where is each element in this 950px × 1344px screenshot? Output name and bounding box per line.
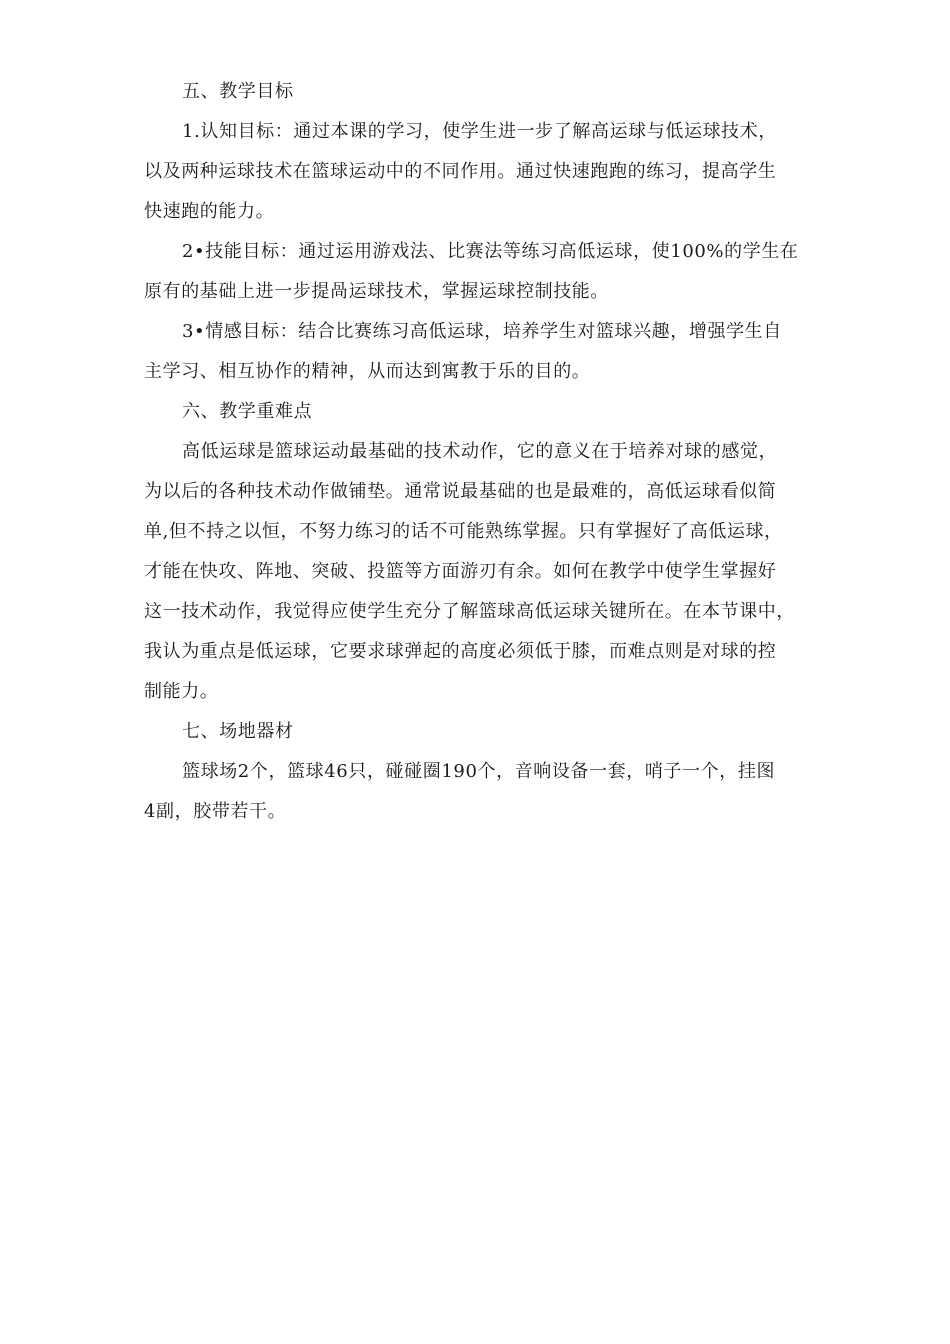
text-line: 高低运球是篮球运动最基础的技术动作，它的意义在于培养对球的感觉， bbox=[182, 441, 778, 462]
text-line: 制能力。 bbox=[144, 681, 219, 702]
text-line: 4副，胶带若干。 bbox=[144, 801, 287, 822]
text-line: 这一技术动作，我觉得应使学生充分了解篮球高低运球关键所在。在本节课中， bbox=[144, 601, 795, 622]
paragraph-key-points bbox=[144, 432, 824, 712]
section-heading-objectives: 五、教学目标 bbox=[182, 81, 294, 102]
text-line: 为以后的各种技术动作做铺垫。通常说最基础的也是最难的，高低运球看似简 bbox=[144, 481, 777, 502]
text-line: 才能在快攻、阵地、突破、投篮等方面游刃有余。如何在教学中使学生掌握好 bbox=[144, 561, 777, 582]
paragraph-emotional-goal bbox=[144, 312, 824, 392]
paragraph-cognitive-goal bbox=[144, 112, 824, 232]
section-heading-equipment: 七、场地器材 bbox=[182, 721, 294, 742]
text-line: 我认为重点是低运球，它要求球弹起的高度必须低于膝，而难点则是对球的控 bbox=[144, 641, 777, 662]
text-line: 2•技能目标：通过运用游戏法、比赛法等练习高低运球，使100%的学生在 bbox=[182, 241, 799, 262]
text-line: 篮球场2个，篮球46只，碰碰圈190个，音响设备一套，哨子一个，挂图 bbox=[182, 761, 776, 782]
text-line: 3•情感目标：结合比赛练习高低运球，培养学生对篮球兴趣，增强学生自 bbox=[182, 321, 782, 342]
text-line: 以及两种运球技术在篮球运动中的不同作用。通过快速跑跑的练习，提高学生 bbox=[144, 161, 777, 182]
text-line: 原有的基础上进一步提咼运球技术，掌握运球控制技能。 bbox=[144, 281, 609, 302]
section-heading-key-points: 六、教学重难点 bbox=[182, 401, 313, 422]
text-line: 主学习、相互协作的精神，从而达到寓教于乐的目的。 bbox=[144, 361, 591, 382]
paragraph-skill-goal bbox=[144, 232, 824, 312]
text-line: 1.认知目标：通过本课的学习，使学生进一步了解高运球与低运球技术， bbox=[182, 121, 777, 142]
paragraph-equipment bbox=[144, 752, 824, 832]
text-line: 单,但不持之以恒，不努力练习的话不可能熟练掌握。只有掌握好了高低运球， bbox=[144, 521, 783, 542]
text-line: 快速跑的能力。 bbox=[144, 201, 275, 222]
